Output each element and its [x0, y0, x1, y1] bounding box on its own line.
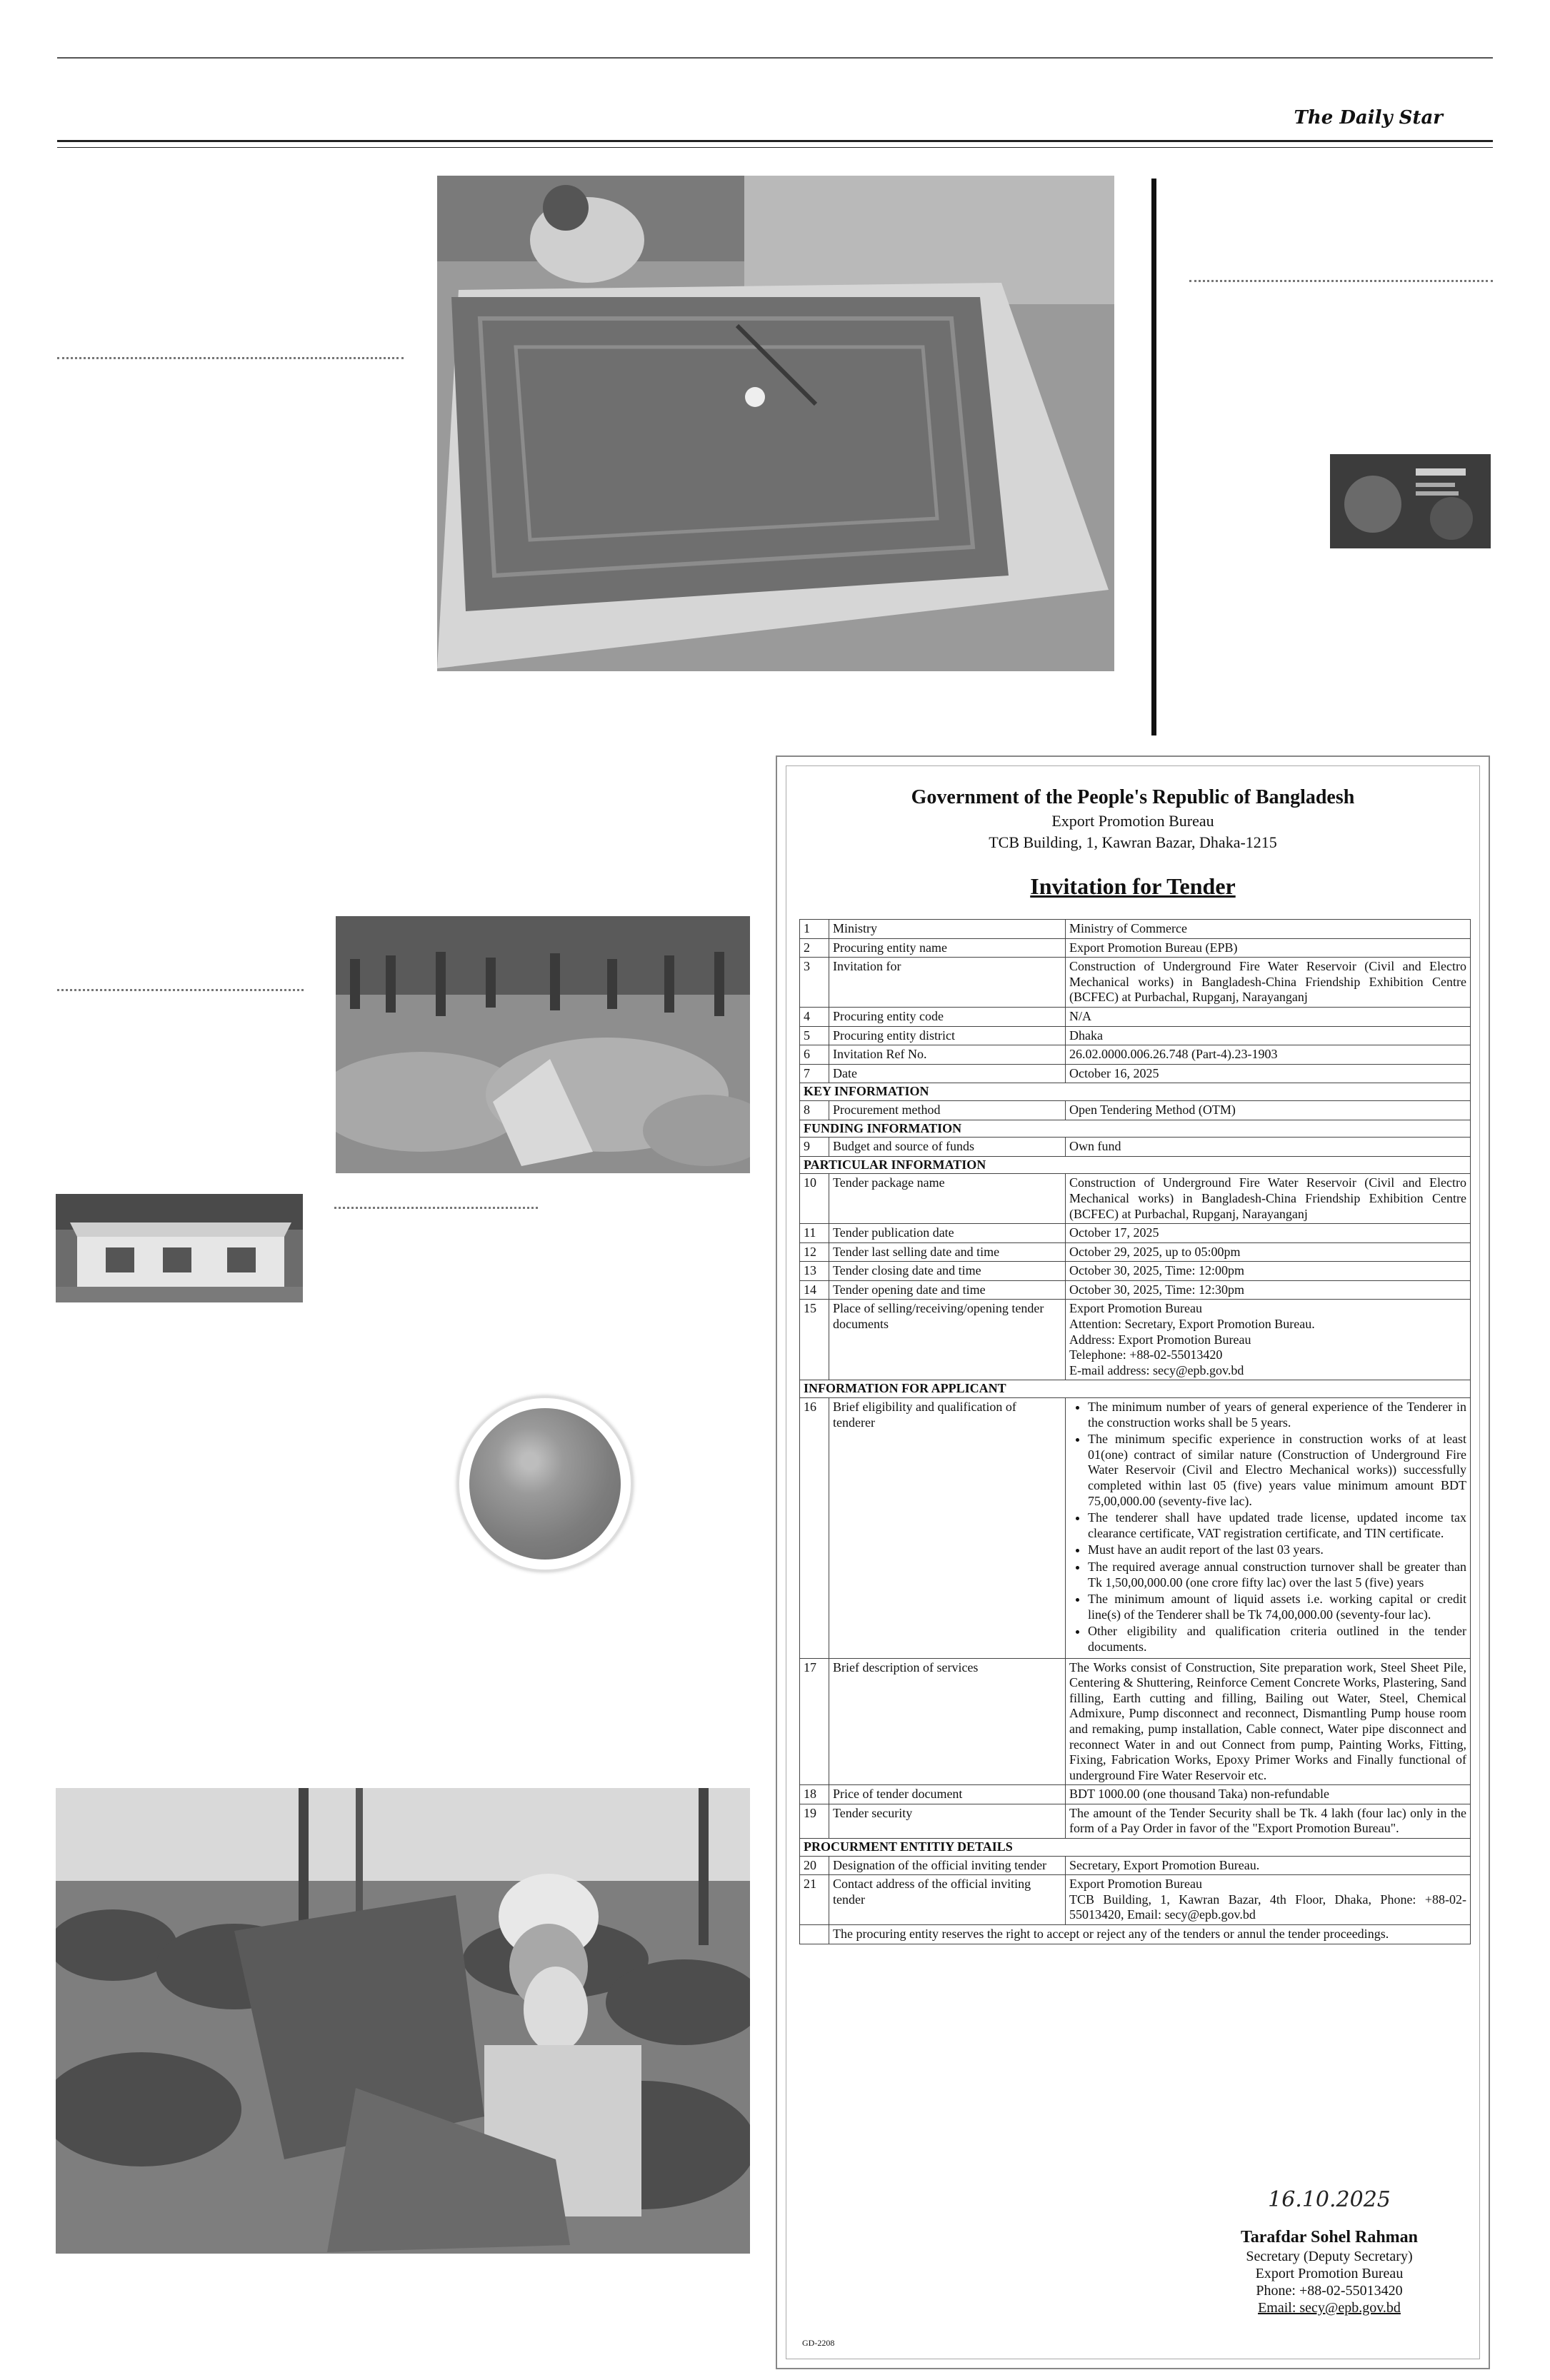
value-line: Export Promotion Bureau	[1069, 1877, 1202, 1892]
row-number: 5	[800, 1026, 829, 1045]
section-row	[800, 1156, 1471, 1174]
row-label: Brief eligibility and qualification of tenderer	[829, 1398, 1066, 1659]
row-number: 11	[800, 1224, 829, 1243]
list-item: • The minimum amount of liquid assets i.e. working capital or credit line(s) of the Tenderer shall be Tk 74,00,000.00 (seventy-four lac).	[1088, 1592, 1466, 1622]
row-value: 26.02.0000.006.26.748 (Part-4).23-1903	[1066, 1045, 1471, 1065]
row-value	[1066, 1875, 1471, 1925]
row-label: Ministry	[829, 920, 1066, 939]
row-value: Open Tendering Method (OTM)	[1066, 1100, 1471, 1120]
row-number: 7	[800, 1064, 829, 1083]
handwritten-signature: 16.10.2025	[1268, 2187, 1391, 2212]
section-row	[800, 1380, 1471, 1398]
row-value: October 30, 2025, Time: 12:00pm	[1066, 1262, 1471, 1281]
table-row	[800, 1007, 1471, 1026]
value-line: Telephone: +88-02-55013420	[1069, 1347, 1223, 1362]
signatory-email: Email: secy@epb.gov.bd	[1258, 2299, 1401, 2316]
signatory-title: Secretary (Deputy Secretary)	[1246, 2248, 1413, 2264]
table-row	[800, 1875, 1471, 1925]
masthead-logo: The Daily Star	[1294, 107, 1443, 129]
row-number: 6	[800, 1045, 829, 1065]
seed-closeup-photo	[457, 1396, 633, 1572]
row-label: Procuring entity code	[829, 1007, 1066, 1026]
list-item: • The minimum specific experience in construction works of at least 01(one) contract of similar nature (Construction of Underground Fire Water Reservoir (Civil and Electro Mechanical works)) successfully completed within last 05 (five) years value minimum amount BDT 75,00,000.00 (seventy-five lac).	[1088, 1432, 1466, 1509]
row-value: The Works consist of Construction, Site preparation work, Steel Sheet Pile, Centering & Shuttering, Reinforce Cement Concrete Works, Plastering, Sand filling, Earth cutting and filling, Bailing out Water, Steel, Chemical Admixure, Pump disconnect and reconnect, Dismantling Pump house room and remaking, pump installation, Cable connect, Water pipe disconnect and reconnect Water in and out Connect from pump, Painting Works, Fitting, Fixing, Fabrication Works, Epoxy Primer Works and Finally functional of underground Fire Water Reservoir etc.	[1066, 1658, 1471, 1785]
row-label: Place of selling/receiving/opening tender documents	[829, 1300, 1066, 1380]
row-value: October 17, 2025	[1066, 1224, 1471, 1243]
row-number: 2	[800, 938, 829, 958]
row-value: October 16, 2025	[1066, 1064, 1471, 1083]
tender-title: Invitation for Tender	[1030, 873, 1236, 899]
row-number: 3	[800, 958, 829, 1008]
row-label: Procuring entity district	[829, 1026, 1066, 1045]
value-line: Address: Export Promotion Bureau	[1069, 1332, 1251, 1347]
signatory-phone: Phone: +88-02-55013420	[1256, 2282, 1403, 2299]
list-item: • The minimum number of years of general experience of the Tenderer in the construction works shall be 5 years.	[1088, 1400, 1466, 1430]
row-label: Procurement method	[829, 1100, 1066, 1120]
table-row	[800, 1262, 1471, 1281]
bureau-name: Export Promotion Bureau	[1051, 812, 1214, 830]
row-label: Invitation for	[829, 958, 1066, 1008]
table-row	[800, 1658, 1471, 1785]
table-row	[800, 1026, 1471, 1045]
value-line: Attention: Secretary, Export Promotion Bureau.	[1069, 1317, 1315, 1332]
row-label: Brief description of services	[829, 1658, 1066, 1785]
signatory-org: Export Promotion Bureau	[1255, 2265, 1404, 2281]
tender-table	[799, 919, 1471, 1944]
row-number: 8	[800, 1100, 829, 1120]
row-value: Dhaka	[1066, 1026, 1471, 1045]
tender-advertisement	[776, 755, 1490, 2369]
table-row	[800, 1242, 1471, 1262]
table-row	[800, 1785, 1471, 1804]
table-row	[800, 1174, 1471, 1224]
row-label: Budget and source of funds	[829, 1138, 1066, 1157]
reservation-note: The procuring entity reserves the right to accept or reject any of the tenders or annul the tender proceedings.	[829, 1925, 1471, 1944]
section-heading: PARTICULAR INFORMATION	[800, 1156, 1471, 1174]
row-number: 14	[800, 1280, 829, 1300]
row-value: BDT 1000.00 (one thousand Taka) non-refundable	[1066, 1785, 1471, 1804]
row-number: 16	[800, 1398, 829, 1659]
table-row	[800, 958, 1471, 1008]
ad-code: GD-2208	[802, 2338, 835, 2348]
column-divider	[1151, 179, 1156, 735]
table-row	[800, 1045, 1471, 1065]
top-rule	[57, 57, 1493, 59]
row-label: Tender security	[829, 1804, 1066, 1838]
table-row	[800, 938, 1471, 958]
row-label: Procuring entity name	[829, 938, 1066, 958]
row-value: Export Promotion Bureau (EPB)	[1066, 938, 1471, 958]
row-label: Price of tender document	[829, 1785, 1066, 1804]
row-number: 15	[800, 1300, 829, 1380]
row-value: October 29, 2025, up to 05:00pm	[1066, 1242, 1471, 1262]
table-row	[800, 1300, 1471, 1380]
row-label: Tender publication date	[829, 1224, 1066, 1243]
section-heading: FUNDING INFORMATION	[800, 1120, 1471, 1138]
row-label: Tender last selling date and time	[829, 1242, 1066, 1262]
signatory-name: Tarafdar Sohel Rahman	[1240, 2228, 1419, 2246]
section-row	[800, 1839, 1471, 1857]
value-line: Export Promotion Bureau	[1069, 1301, 1202, 1316]
row-value: Construction of Underground Fire Water Reservoir (Civil and Electro Mechanical works) in Bangladesh-China Friendship Exhibition Centre (BCFEC) at Purbachal, Rupganj, Narayanganj	[1066, 1174, 1471, 1224]
row-number: 10	[800, 1174, 829, 1224]
table-row	[800, 1804, 1471, 1838]
house-photo	[56, 1194, 303, 1302]
signature-block	[1208, 2187, 1451, 2316]
masthead-rule	[57, 140, 1493, 142]
row-label: Date	[829, 1064, 1066, 1083]
table-row	[800, 1100, 1471, 1120]
eligibility-list	[1069, 1400, 1466, 1655]
section-row	[800, 1120, 1471, 1138]
government-heading: Government of the People's Republic of Bangladesh	[911, 786, 1355, 808]
market-photo	[336, 916, 750, 1173]
row-label: Tender opening date and time	[829, 1280, 1066, 1300]
row-value: Own fund	[1066, 1138, 1471, 1157]
tender-border	[786, 765, 1480, 2359]
row-number: 20	[800, 1856, 829, 1875]
row-label: Tender closing date and time	[829, 1262, 1066, 1281]
row-value: Secretary, Export Promotion Bureau.	[1066, 1856, 1471, 1875]
dotted-divider	[1189, 280, 1493, 282]
note-row	[800, 1925, 1471, 1944]
dotted-divider	[57, 357, 404, 359]
list-item: • Must have an audit report of the last 03 years.	[1088, 1542, 1466, 1558]
row-label: Invitation Ref No.	[829, 1045, 1066, 1065]
table-row	[800, 1064, 1471, 1083]
row-number: 12	[800, 1242, 829, 1262]
row-label: Tender package name	[829, 1174, 1066, 1224]
row-number: 13	[800, 1262, 829, 1281]
quilt-photo	[437, 176, 1114, 671]
section-row	[800, 1083, 1471, 1101]
farmer-photo	[56, 1788, 750, 2254]
table-row	[800, 1280, 1471, 1300]
row-number: 17	[800, 1658, 829, 1785]
row-value	[1066, 1398, 1471, 1659]
masthead-rule-thin	[57, 147, 1493, 148]
row-number: 1	[800, 920, 829, 939]
dotted-divider	[334, 1207, 538, 1209]
list-item: • The tenderer shall have updated trade license, updated income tax clearance certificate, VAT registration certificate, and TIN certificate.	[1088, 1510, 1466, 1541]
section-heading: PROCURMENT ENTITIY DETAILS	[800, 1839, 1471, 1857]
dotted-divider	[57, 989, 304, 991]
row-label: Contact address of the official inviting tender	[829, 1875, 1066, 1925]
value-line: E-mail address: secy@epb.gov.bd	[1069, 1362, 1244, 1377]
blank-cell	[800, 1925, 829, 1944]
row-value: The amount of the Tender Security shall be Tk. 4 lakh (four lac) only in the form of a Pay Order in favor of the "Export Promotion Bureau".	[1066, 1804, 1471, 1838]
section-heading: KEY INFORMATION	[800, 1083, 1471, 1101]
row-label: Designation of the official inviting tender	[829, 1856, 1066, 1875]
bureau-address: TCB Building, 1, Kawran Bazar, Dhaka-1215	[989, 833, 1277, 851]
row-value: Construction of Underground Fire Water Reservoir (Civil and Electro Mechanical works) in Bangladesh-China Friendship Exhibition Centre (BCFEC) at Purbachal, Rupganj, Narayanganj	[1066, 958, 1471, 1008]
row-value	[1066, 1300, 1471, 1380]
table-row	[800, 1856, 1471, 1875]
row-value: N/A	[1066, 1007, 1471, 1026]
row-value: October 30, 2025, Time: 12:30pm	[1066, 1280, 1471, 1300]
poster-photo	[1330, 454, 1491, 548]
table-row	[800, 920, 1471, 939]
row-number: 21	[800, 1875, 829, 1925]
section-heading: INFORMATION FOR APPLICANT	[800, 1380, 1471, 1398]
row-value: Ministry of Commerce	[1066, 920, 1471, 939]
row-number: 19	[800, 1804, 829, 1838]
table-row	[800, 1138, 1471, 1157]
row-number: 18	[800, 1785, 829, 1804]
list-item: • The required average annual construction turnover shall be greater than Tk 1,50,00,000.00 (one crore fifty lac) over the last 5 (five) years	[1088, 1560, 1466, 1590]
table-row	[800, 1398, 1471, 1659]
list-item: • Other eligibility and qualification criteria outlined in the tender documents.	[1088, 1624, 1466, 1655]
row-number: 4	[800, 1007, 829, 1026]
table-row	[800, 1224, 1471, 1243]
row-number: 9	[800, 1138, 829, 1157]
value-line: TCB Building, 1, Kawran Bazar, 4th Floor, Dhaka, Phone: +88-02-55013420, Email: secy@epb.gov.bd	[1069, 1892, 1466, 1922]
